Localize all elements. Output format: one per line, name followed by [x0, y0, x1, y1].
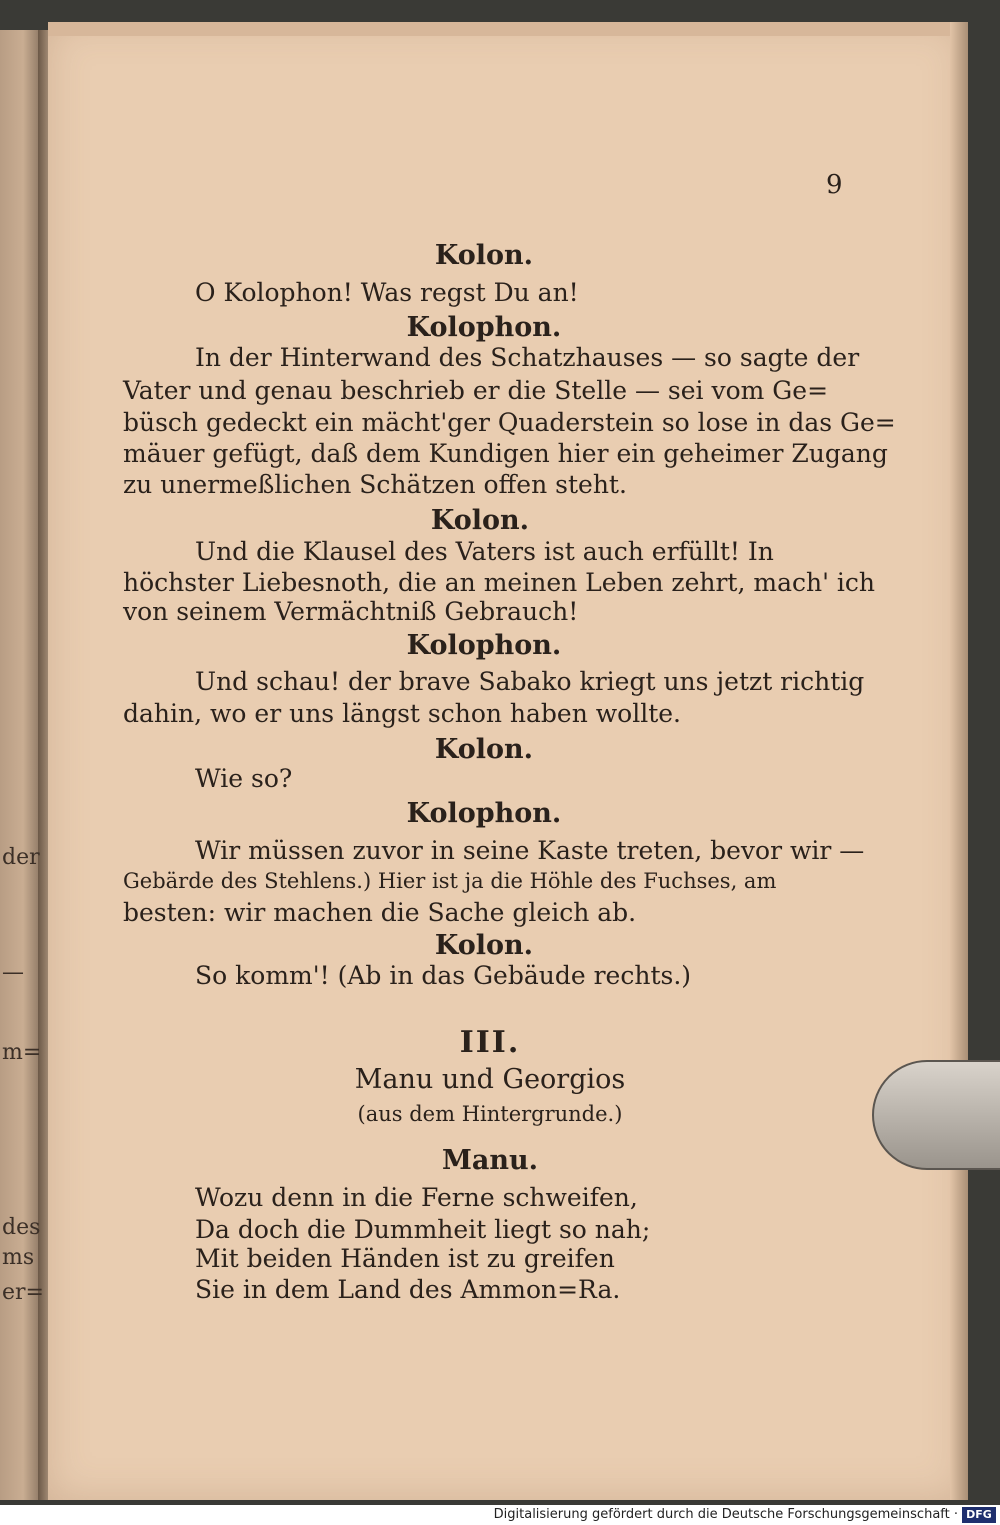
dialogue-line: Wir müssen zuvor in seine Kaste treten, bevor wir — [195, 836, 865, 865]
speaker-name: Kolophon. [406, 312, 562, 343]
dialogue-line: O Kolophon! Was regst Du an! [195, 278, 579, 307]
verse-line: Da doch die Dummheit liegt so nah; [195, 1215, 651, 1244]
dialogue-line: zu unermeßlichen Schätzen offen steht. [123, 470, 627, 499]
facing-page-fragment: der [2, 845, 40, 870]
dialogue-line: mäuer gefügt, daß dem Kundigen hier ein geheimer Zugang [123, 439, 888, 468]
page-number: 9 [826, 170, 843, 200]
dialogue-line: So komm'! (Ab in das Gebäude rechts.) [195, 961, 692, 990]
dfg-logo: DFG [962, 1507, 996, 1523]
dialogue-line: besten: wir machen die Sache gleich ab. [123, 898, 637, 927]
stage-direction: (aus dem Hintergrunde.) [357, 1102, 623, 1126]
scene-number: III. [459, 1025, 521, 1060]
dialogue-line: von seinem Vermächtniß Gebrauch! [123, 597, 579, 626]
facing-page-fragment: des [2, 1215, 41, 1240]
speaker-name: Kolon. [434, 734, 534, 765]
verse-line: Mit beiden Händen ist zu greifen [195, 1244, 615, 1273]
speaker-name: Kolon. [434, 240, 534, 271]
speaker-name: Kolophon. [406, 630, 562, 661]
scene-title: Manu und Georgios [354, 1064, 626, 1095]
dialogue-line: Vater und genau beschrieb er die Stelle — sei vom Ge= [123, 376, 829, 405]
speaker-name: Manu. [441, 1145, 539, 1176]
dialogue-line: Und schau! der brave Sabako kriegt uns jetzt richtig [195, 667, 865, 696]
page-top-edge [48, 22, 964, 36]
page-right-edge [950, 22, 968, 1500]
verse-line: Sie in dem Land des Ammon=Ra. [195, 1275, 621, 1304]
verse-line: Wozu denn in die Ferne schweifen, [195, 1183, 638, 1212]
dialogue-line: Wie so? [195, 764, 293, 793]
facing-page-fragment: ms [2, 1245, 35, 1270]
facing-page-fragment: er= [2, 1280, 44, 1305]
digitization-footer [0, 1505, 1000, 1525]
dialogue-line: dahin, wo er uns längst schon haben wollte. [123, 699, 682, 728]
speaker-name: Kolon. [434, 930, 534, 961]
dialogue-line: Und die Klausel des Vaters ist auch erfüllt! In [195, 537, 774, 566]
footer-credit: Digitalisierung gefördert durch die Deutsche Forschungsgemeinschaft · [493, 1507, 958, 1522]
dialogue-line: höchster Liebesnoth, die an meinen Leben zehrt, mach' ich [123, 568, 876, 597]
page-clip [872, 1060, 1000, 1170]
facing-page-fragment: m= [2, 1040, 42, 1065]
facing-page-fragment: — [2, 960, 24, 985]
speaker-name: Kolon. [430, 505, 530, 536]
stage-direction-line: Gebärde des Stehlens.) Hier ist ja die Höhle des Fuchses, am [123, 869, 777, 893]
dialogue-line: In der Hinterwand des Schatzhauses — so sagte der [195, 343, 860, 372]
speaker-name: Kolophon. [406, 798, 562, 829]
dialogue-line: büsch gedeckt ein mächt'ger Quaderstein so lose in das Ge= [123, 408, 896, 437]
